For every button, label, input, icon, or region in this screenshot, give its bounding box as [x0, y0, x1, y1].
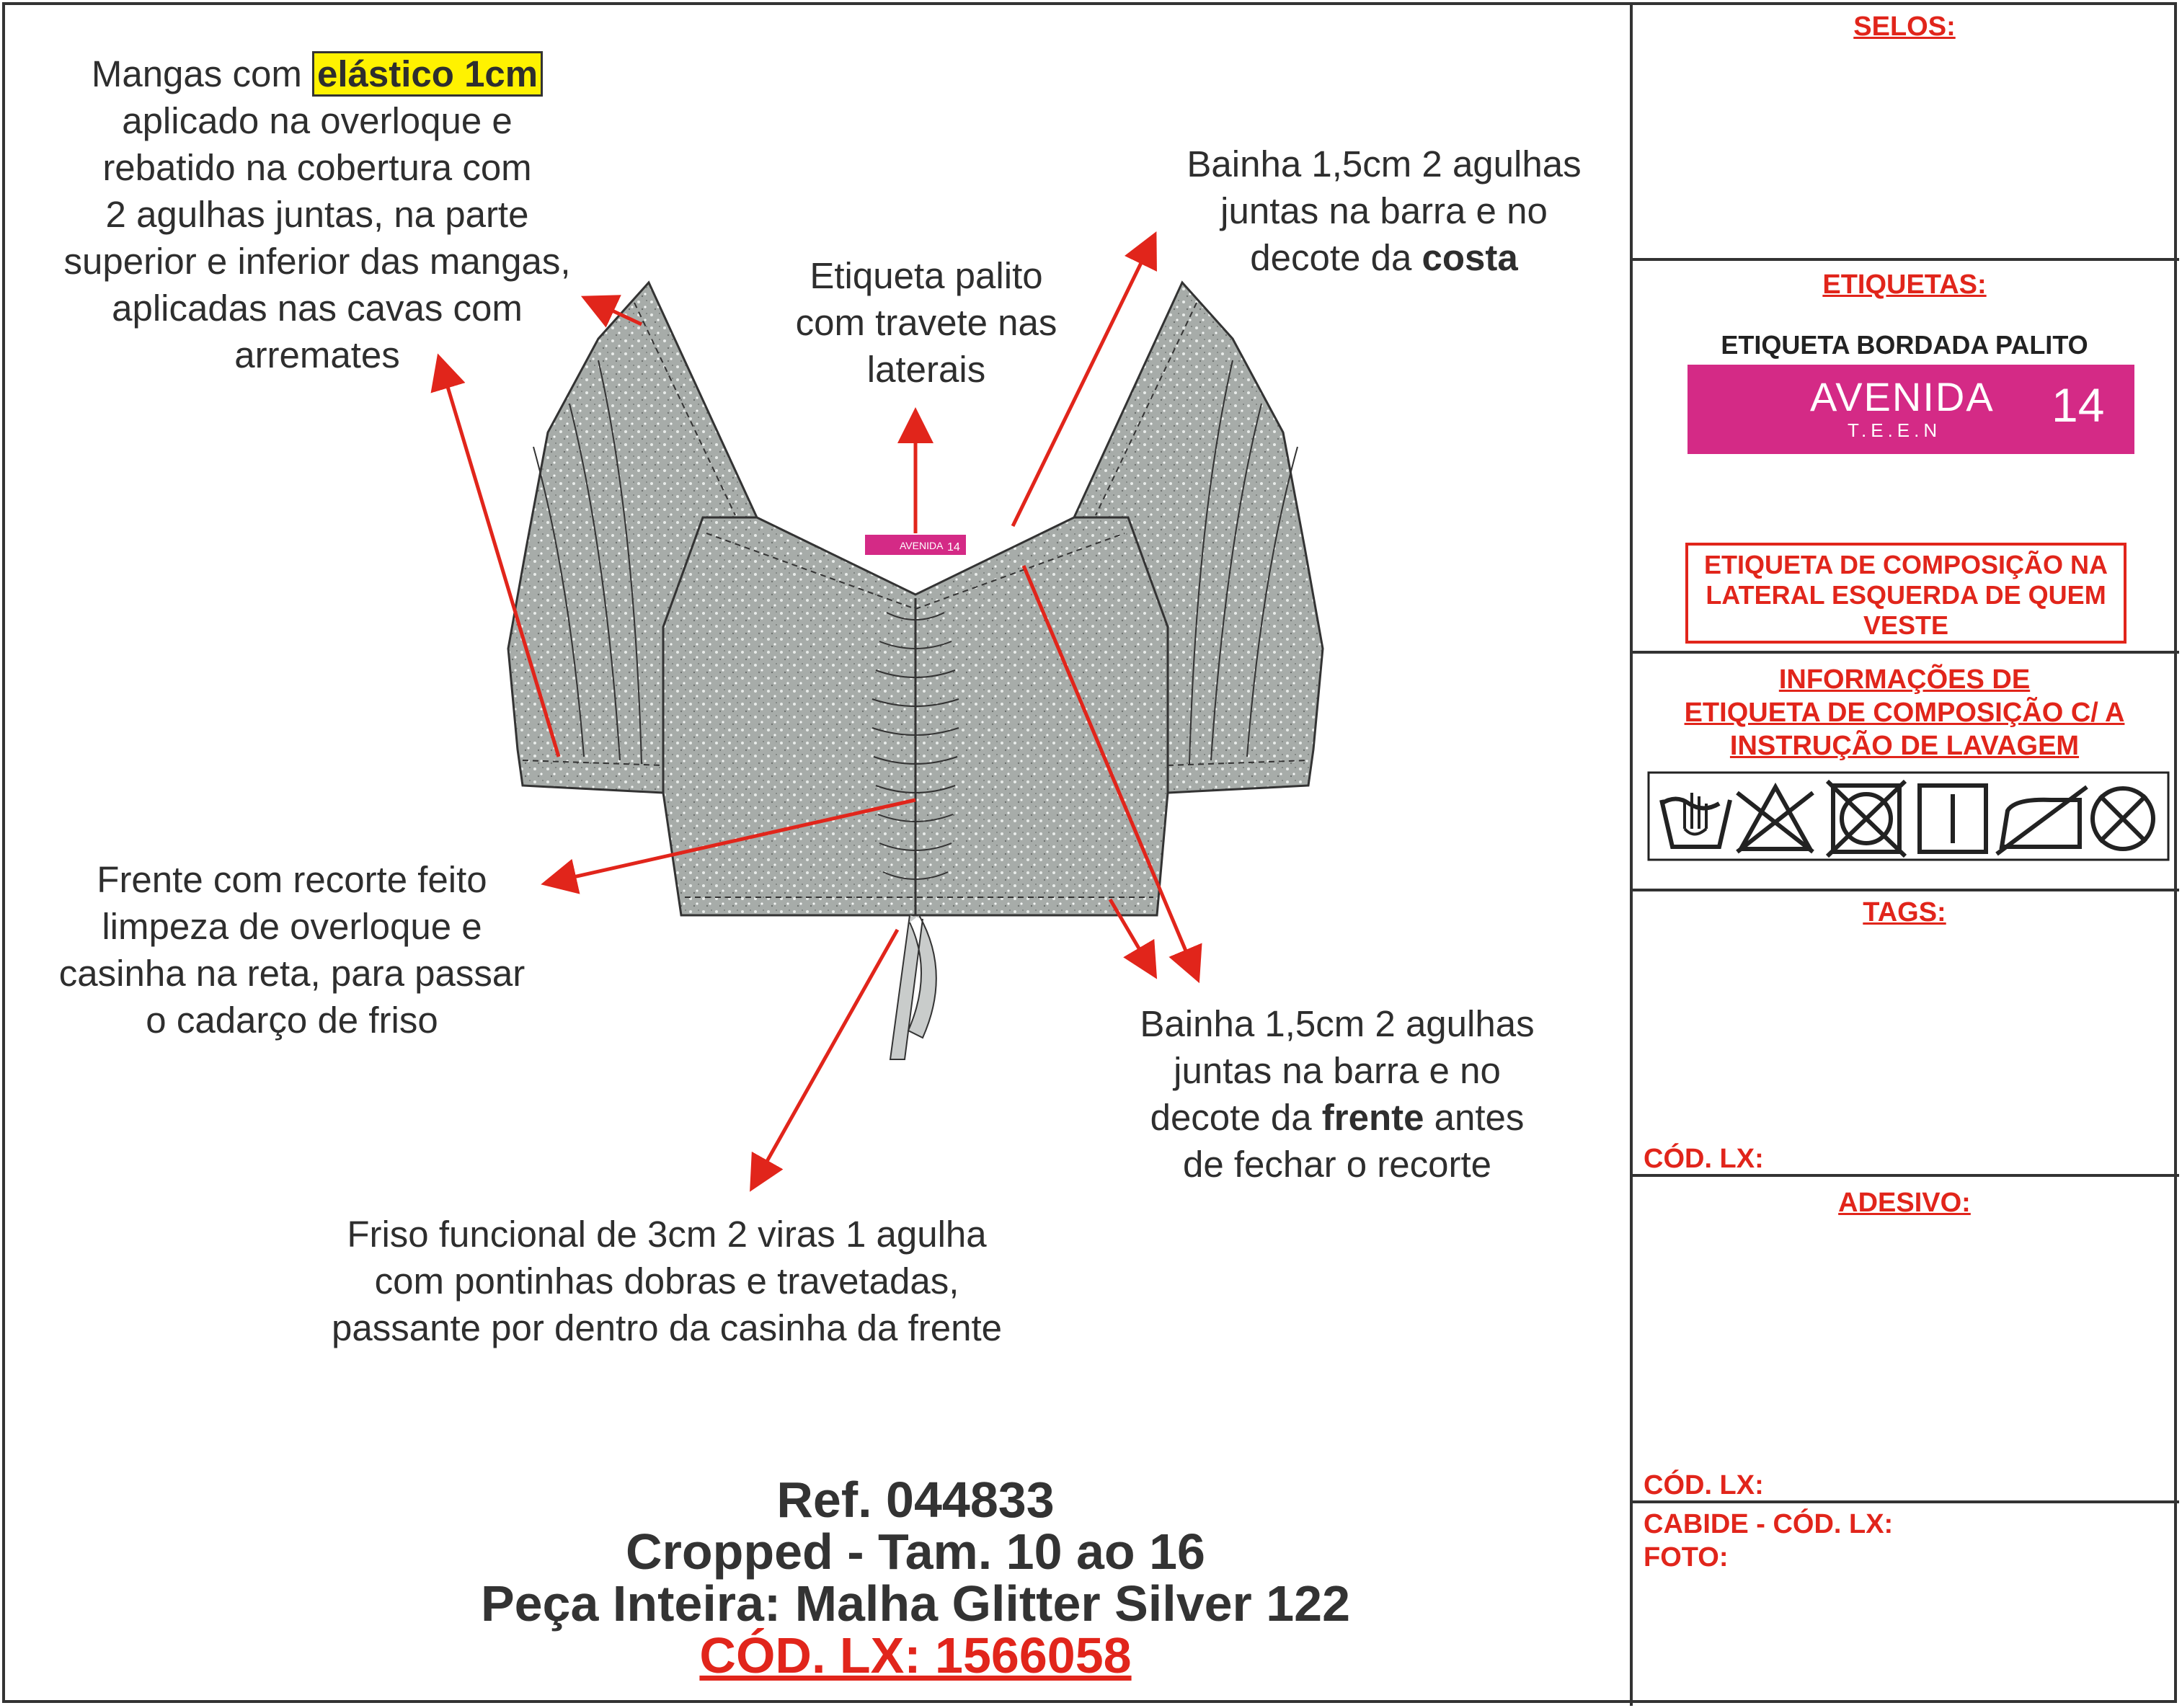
- highlight-elastic: elástico 1cm: [312, 51, 543, 97]
- product-reference: [404, 1474, 1427, 1681]
- divider: [1630, 889, 2179, 891]
- brand-label: [1687, 365, 2134, 454]
- etiquetas-title: ETIQUETAS:: [1822, 270, 1987, 300]
- no-tumble-dry-icon: [1827, 781, 1905, 856]
- info-title: INFORMAÇÕES DE ETIQUETA DE COMPOSIÇÃO C/ A INSTRUÇÃO DE LAVAGEM: [1684, 664, 2125, 761]
- note-front-hem: Bainha 1,5cm 2 agulhas juntas na barra e no decote da frente antes de fechar o recorte: [1140, 1003, 1535, 1185]
- divider: [1630, 1174, 2179, 1177]
- product-name: Cropped - Tam. 10 ao 16: [626, 1524, 1205, 1580]
- note-label: Etiqueta palito com travete nas laterais: [795, 255, 1057, 390]
- cod-lx: CÓD. LX: 1566058: [699, 1627, 1132, 1683]
- svg-text:14: 14: [947, 541, 960, 553]
- divider: [1630, 258, 2179, 261]
- brand-sub: T.E.E.N: [1848, 419, 1942, 441]
- hand-wash-icon: [1662, 793, 1730, 847]
- divider: [1630, 651, 2179, 654]
- note-sleeve: Mangas com elástico 1cm aplicado na overloque e rebatido na cobertura com 2 agulhas juntas, na parte superior e inferior das mangas, aplicadas nas cavas com arremates: [22, 50, 613, 378]
- no-bleach-icon: [1737, 787, 1813, 852]
- adesivo-cod: CÓD. LX:: [1644, 1470, 1764, 1500]
- tags-cod: CÓD. LX:: [1644, 1144, 1764, 1174]
- no-iron-icon: [1997, 787, 2087, 854]
- no-dry-clean-icon: [2093, 788, 2153, 849]
- selos-title: SELOS:: [1853, 12, 1956, 42]
- fabric: Peça Inteira: Malha Glitter Silver 122: [480, 1575, 1351, 1632]
- cabide-cod: CABIDE - CÓD. LX:: [1644, 1509, 1894, 1539]
- care-icons: [1647, 771, 2170, 861]
- note-front: Frente com recorte feito limpeza de overloque e casinha na reta, para passar o cadarço de friso: [58, 859, 525, 1041]
- etiqueta-bordada: ETIQUETA BORDADA PALITO: [1721, 330, 2088, 360]
- adesivo-title: ADESIVO:: [1838, 1188, 1971, 1218]
- ref-number: Ref. 044833: [776, 1472, 1055, 1528]
- drip-dry-icon: [1920, 786, 1986, 852]
- composicao-box: ETIQUETA DE COMPOSIÇÃO NA LATERAL ESQUERDA DE QUEM VESTE: [1685, 543, 2126, 644]
- note-friso: Friso funcional de 3cm 2 viras 1 agulha com pontinhas dobras e travetadas, passante por dentro da casinha da frente: [332, 1214, 1002, 1348]
- drawstring: [890, 915, 936, 1059]
- divider: [1630, 1500, 2179, 1503]
- svg-text:AVENIDA: AVENIDA: [900, 540, 944, 551]
- note-back-hem: Bainha 1,5cm 2 agulhas juntas na barra e no decote da costa: [1187, 143, 1582, 278]
- brand-size: 14: [2052, 378, 2105, 432]
- brand-name: AVENIDA: [1810, 374, 1995, 419]
- tags-title: TAGS:: [1863, 897, 1946, 928]
- foto-label: FOTO:: [1644, 1542, 1729, 1573]
